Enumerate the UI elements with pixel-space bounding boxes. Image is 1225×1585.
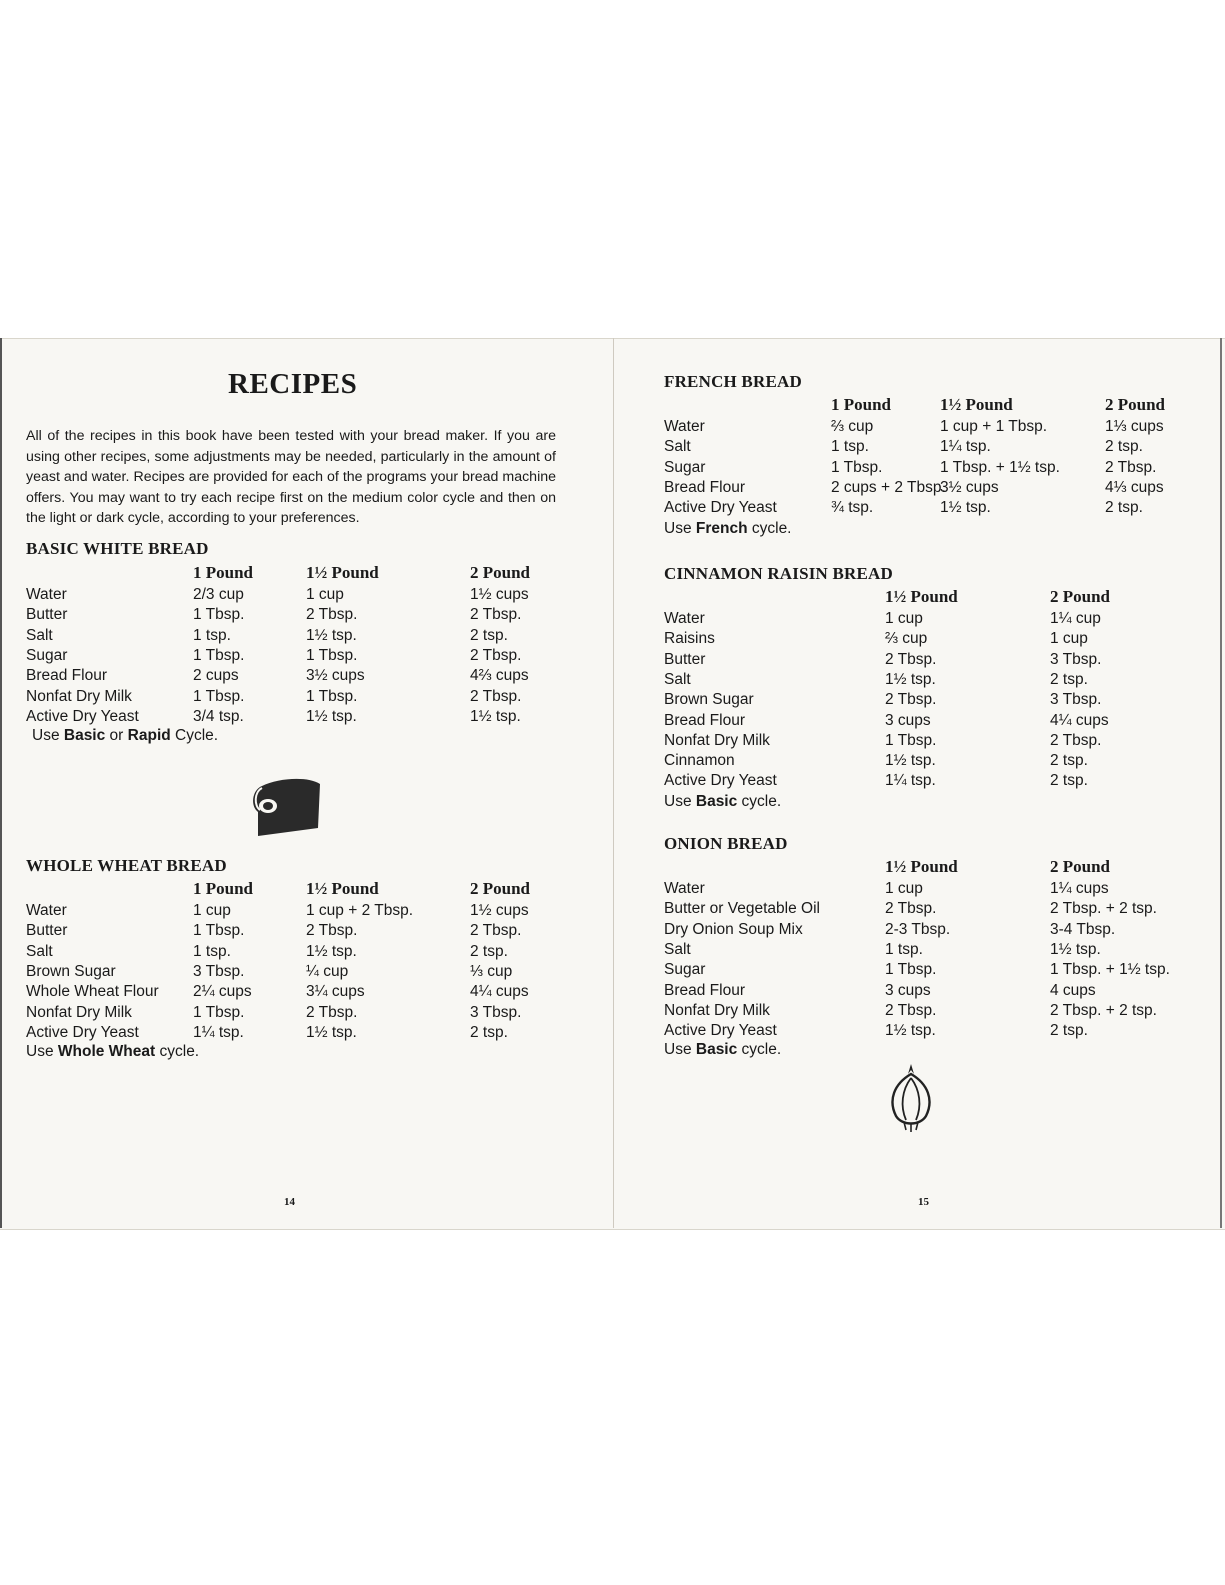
ingredient-name: Water	[664, 418, 705, 435]
column-header: 1½ Pound	[306, 879, 379, 898]
ingredient-amount: 3¼ cups	[306, 983, 365, 1001]
ingredient-name: Water	[26, 586, 67, 603]
cycle-note	[664, 519, 792, 539]
ingredient-amount: 2 tsp.	[1050, 1022, 1088, 1040]
ingredient-name: Water	[664, 880, 705, 897]
note-text: cycle.	[155, 1043, 200, 1060]
recipe-title: WHOLE WHEAT BREAD	[26, 856, 227, 875]
ingredient-amount: 3½ cups	[306, 667, 365, 685]
ingredient-name: Nonfat Dry Milk	[26, 1003, 132, 1021]
ingredient-amount: 1 Tbsp.	[193, 646, 245, 664]
note-text: cycle.	[747, 520, 792, 537]
ingredient-name: Sugar	[664, 961, 706, 979]
note-cycle-name: Basic	[695, 1041, 738, 1058]
note-text: Use	[32, 727, 64, 744]
ingredient-amount: 4¼ cups	[470, 983, 529, 1001]
ingredient-amount: 2/3 cup	[193, 586, 244, 603]
ingredient-amount: ¾ tsp.	[831, 499, 874, 517]
ingredient-amount: 1 cup + 2 Tbsp.	[306, 902, 413, 919]
note-text: Use	[664, 520, 696, 537]
ingredient-amount: 1½ tsp.	[306, 707, 357, 725]
ingredient-name: Cinnamon	[664, 752, 735, 770]
ingredient-amount: 1¼ tsp.	[885, 772, 936, 790]
ingredient-name: Bread Flour	[664, 711, 745, 729]
ingredient-amount: 1¼ tsp.	[193, 1023, 244, 1041]
ingredient-amount: 1 Tbsp.	[193, 1003, 245, 1021]
ingredient-name: Active Dry Yeast	[664, 772, 777, 790]
ingredient-amount: 2 Tbsp.	[470, 687, 522, 705]
ingredient-amount: 2 Tbsp. + 2 tsp.	[1050, 1001, 1157, 1019]
ingredient-amount: 3 cups	[885, 711, 931, 729]
ingredient-amount: ⅓ cup	[470, 962, 513, 980]
ingredient-amount: 1½ tsp.	[885, 752, 936, 770]
ingredient-amount: 1 Tbsp.	[193, 606, 245, 624]
ingredient-amount: 1½ tsp.	[885, 1022, 936, 1040]
ingredient-name: Active Dry Yeast	[664, 499, 777, 517]
intro-paragraph: All of the recipes in this book have been tested with your bread maker. If you are using other recipes, some adjustments may be needed, particularly in the amount of yeast and water. Recipes are provided for each of the programs your bread machine offers. You may want to try each recipe first on the medium color cycle and then on the light or dark cycle, according to your preferences.	[26, 428, 556, 526]
ingredient-name: Sugar	[26, 646, 68, 664]
ingredient-name: Bread Flour	[664, 478, 745, 496]
note-text: cycle.	[737, 1041, 782, 1058]
recipe-title: BASIC WHITE BREAD	[26, 539, 209, 558]
onion-icon	[884, 1062, 938, 1134]
note-text: Use	[664, 1041, 696, 1058]
ingredient-amount: 2 tsp.	[470, 626, 508, 644]
recipe-title: CINNAMON RAISIN BREAD	[664, 564, 893, 583]
ingredient-amount: 2 cups	[193, 667, 239, 685]
ingredient-name: Salt	[664, 940, 691, 958]
recipe-title: ONION BREAD	[664, 834, 788, 853]
ingredient-amount: 1 Tbsp.	[193, 922, 245, 940]
ingredient-amount: 1 tsp.	[193, 942, 231, 960]
ingredient-name: Brown Sugar	[664, 691, 754, 709]
column-header: 1 Pound	[193, 879, 253, 898]
ingredient-name: Salt	[26, 626, 53, 644]
ingredient-amount: 1½ cups	[470, 902, 529, 919]
ingredient-amount: 2 Tbsp.	[306, 922, 358, 940]
ingredient-amount: 2 Tbsp.	[470, 606, 522, 624]
ingredient-amount: 3½ cups	[940, 478, 999, 496]
ingredient-name: Nonfat Dry Milk	[26, 687, 132, 705]
cycle-note	[26, 1042, 199, 1062]
ingredient-amount: 4⅔ cups	[470, 667, 529, 685]
ingredient-name: Active Dry Yeast	[664, 1022, 777, 1040]
ingredient-amount: 2-3 Tbsp.	[885, 920, 951, 938]
column-header: 1½ Pound	[940, 395, 1013, 414]
ingredient-amount: 2¼ cups	[193, 983, 252, 1001]
ingredient-name: Dry Onion Soup Mix	[664, 920, 803, 938]
ingredient-name: Active Dry Yeast	[26, 1023, 139, 1041]
column-header: 2 Pound	[470, 879, 530, 898]
ingredient-name: Butter	[26, 922, 68, 940]
note-cycle-name: French	[695, 520, 748, 537]
ingredient-amount: 1¼ cup	[1050, 610, 1101, 627]
column-header: 2 Pound	[1105, 395, 1165, 414]
note-cycle-name: Rapid	[127, 727, 171, 744]
ingredient-amount: 2 tsp.	[1105, 499, 1143, 517]
ingredient-amount: 2 tsp.	[1050, 752, 1088, 770]
left-page	[0, 338, 612, 1228]
ingredient-amount: 3 cups	[885, 981, 931, 999]
ingredient-name: Nonfat Dry Milk	[664, 1001, 770, 1019]
note-text: Cycle.	[170, 727, 219, 744]
column-header: 1 Pound	[193, 563, 253, 582]
recipe-title: FRENCH BREAD	[664, 372, 802, 391]
ingredient-name: Bread Flour	[664, 981, 745, 999]
ingredient-amount: 3-4 Tbsp.	[1050, 920, 1116, 938]
ingredient-amount: 2 tsp.	[1050, 670, 1088, 688]
ingredient-amount: 1¼ tsp.	[940, 438, 991, 456]
ingredient-amount: 2 tsp.	[1105, 438, 1143, 456]
column-header: 1½ Pound	[885, 857, 958, 876]
bread-slice-icon	[248, 776, 328, 842]
ingredient-amount: 2 Tbsp.	[1050, 731, 1102, 749]
ingredient-name: Nonfat Dry Milk	[664, 731, 770, 749]
ingredient-amount: 4⅓ cups	[1105, 478, 1164, 496]
ingredient-amount: 2 Tbsp.	[306, 1003, 358, 1021]
note-text: Use	[26, 1043, 58, 1060]
ingredient-amount: ¼ cup	[306, 962, 349, 980]
ingredient-amount: 1 cup + 1 Tbsp.	[940, 418, 1047, 435]
ingredient-amount: ⅔ cup	[885, 630, 928, 648]
ingredient-name: Sugar	[664, 458, 706, 476]
ingredient-amount: 1¼ cups	[1050, 880, 1109, 897]
ingredient-amount: 2 cups + 2 Tbsp.	[831, 478, 946, 496]
ingredient-amount: 1½ tsp.	[306, 942, 357, 960]
ingredient-amount: 1½ tsp.	[306, 1023, 357, 1041]
ingredient-amount: ⅔ cup	[831, 418, 874, 435]
column-header: 2 Pound	[1050, 857, 1110, 876]
ingredient-amount: 3 Tbsp.	[470, 1003, 522, 1021]
ingredient-amount: 3 Tbsp.	[1050, 650, 1102, 668]
ingredient-amount: 1 Tbsp.	[885, 961, 937, 979]
note-cycle-name: Whole Wheat	[57, 1043, 156, 1060]
ingredient-amount: 1 cup	[1050, 630, 1088, 648]
ingredient-amount: 2 Tbsp.	[470, 646, 522, 664]
ingredient-amount: 1 Tbsp.	[306, 646, 358, 664]
ingredient-amount: 1⅓ cups	[1105, 418, 1164, 435]
ingredient-name: Whole Wheat Flour	[26, 983, 159, 1001]
ingredient-amount: 4 cups	[1050, 981, 1096, 999]
cycle-note	[664, 1040, 781, 1060]
ingredient-name: Bread Flour	[26, 667, 107, 685]
column-header: 1 Pound	[831, 395, 891, 414]
page-number: 15	[918, 1196, 929, 1208]
column-header: 1½ Pound	[306, 563, 379, 582]
ingredient-amount: 3 Tbsp.	[1050, 691, 1102, 709]
ingredient-amount: 1 Tbsp.	[831, 458, 883, 476]
ingredient-amount: 1 Tbsp.	[885, 731, 937, 749]
ingredient-amount: 1 cup	[885, 610, 923, 627]
page-number: 14	[284, 1196, 295, 1208]
right-page	[614, 338, 1222, 1228]
note-text: cycle.	[737, 793, 782, 810]
ingredient-name: Butter	[26, 606, 68, 624]
ingredient-amount: 1 Tbsp. + 1½ tsp.	[1050, 961, 1170, 979]
ingredient-amount: 2 tsp.	[470, 942, 508, 960]
ingredient-name: Water	[664, 610, 705, 627]
ingredient-amount: 2 Tbsp. + 2 tsp.	[1050, 900, 1157, 918]
ingredient-amount: 3/4 tsp.	[193, 707, 244, 725]
ingredient-name: Salt	[664, 670, 691, 688]
note-text: or	[105, 727, 128, 744]
note-cycle-name: Basic	[63, 727, 106, 744]
ingredient-amount: 1 tsp.	[831, 438, 869, 456]
ingredient-name: Butter or Vegetable Oil	[664, 900, 820, 918]
ingredient-amount: 2 tsp.	[1050, 772, 1088, 790]
ingredient-amount: 1½ tsp.	[1050, 940, 1101, 958]
note-cycle-name: Basic	[695, 793, 738, 810]
ingredient-name: Water	[26, 902, 67, 919]
column-header: 2 Pound	[1050, 587, 1110, 606]
cycle-note	[32, 726, 218, 746]
ingredient-amount: 1½ tsp.	[470, 707, 521, 725]
ingredient-amount: 1½ tsp.	[885, 670, 936, 688]
ingredient-amount: 1 cup	[885, 880, 923, 897]
note-text: Use	[664, 793, 696, 810]
ingredient-amount: 1 Tbsp. + 1½ tsp.	[940, 458, 1060, 476]
ingredient-amount: 2 Tbsp.	[885, 900, 937, 918]
ingredient-amount: 2 Tbsp.	[885, 650, 937, 668]
ingredient-amount: 1 Tbsp.	[193, 687, 245, 705]
ingredient-amount: 1 tsp.	[885, 940, 923, 958]
ingredient-name: Brown Sugar	[26, 962, 116, 980]
column-header: 2 Pound	[470, 563, 530, 582]
ingredient-name: Butter	[664, 650, 706, 668]
ingredient-amount: 2 Tbsp.	[306, 606, 358, 624]
ingredient-amount: 1½ tsp.	[306, 626, 357, 644]
ingredient-name: Salt	[26, 942, 53, 960]
page-title: RECIPES	[228, 368, 358, 400]
ingredient-name: Raisins	[664, 630, 715, 648]
ingredient-amount: 3 Tbsp.	[193, 962, 245, 980]
ingredient-amount: 1 cup	[193, 902, 231, 919]
ingredient-amount: 1 cup	[306, 586, 344, 603]
ingredient-amount: 2 Tbsp.	[470, 922, 522, 940]
ingredient-amount: 1½ cups	[470, 586, 529, 603]
ingredient-amount: 4¼ cups	[1050, 711, 1109, 729]
ingredient-amount: 2 Tbsp.	[885, 1001, 937, 1019]
ingredient-amount: 1½ tsp.	[940, 499, 991, 517]
ingredient-name: Salt	[664, 438, 691, 456]
ingredient-amount: 2 Tbsp.	[885, 691, 937, 709]
column-header: 1½ Pound	[885, 587, 958, 606]
cycle-note	[664, 792, 781, 812]
ingredient-amount: 2 tsp.	[470, 1023, 508, 1041]
ingredient-name: Active Dry Yeast	[26, 707, 139, 725]
ingredient-amount: 1 Tbsp.	[306, 687, 358, 705]
ingredient-amount: 1 tsp.	[193, 626, 231, 644]
ingredient-amount: 2 Tbsp.	[1105, 458, 1157, 476]
